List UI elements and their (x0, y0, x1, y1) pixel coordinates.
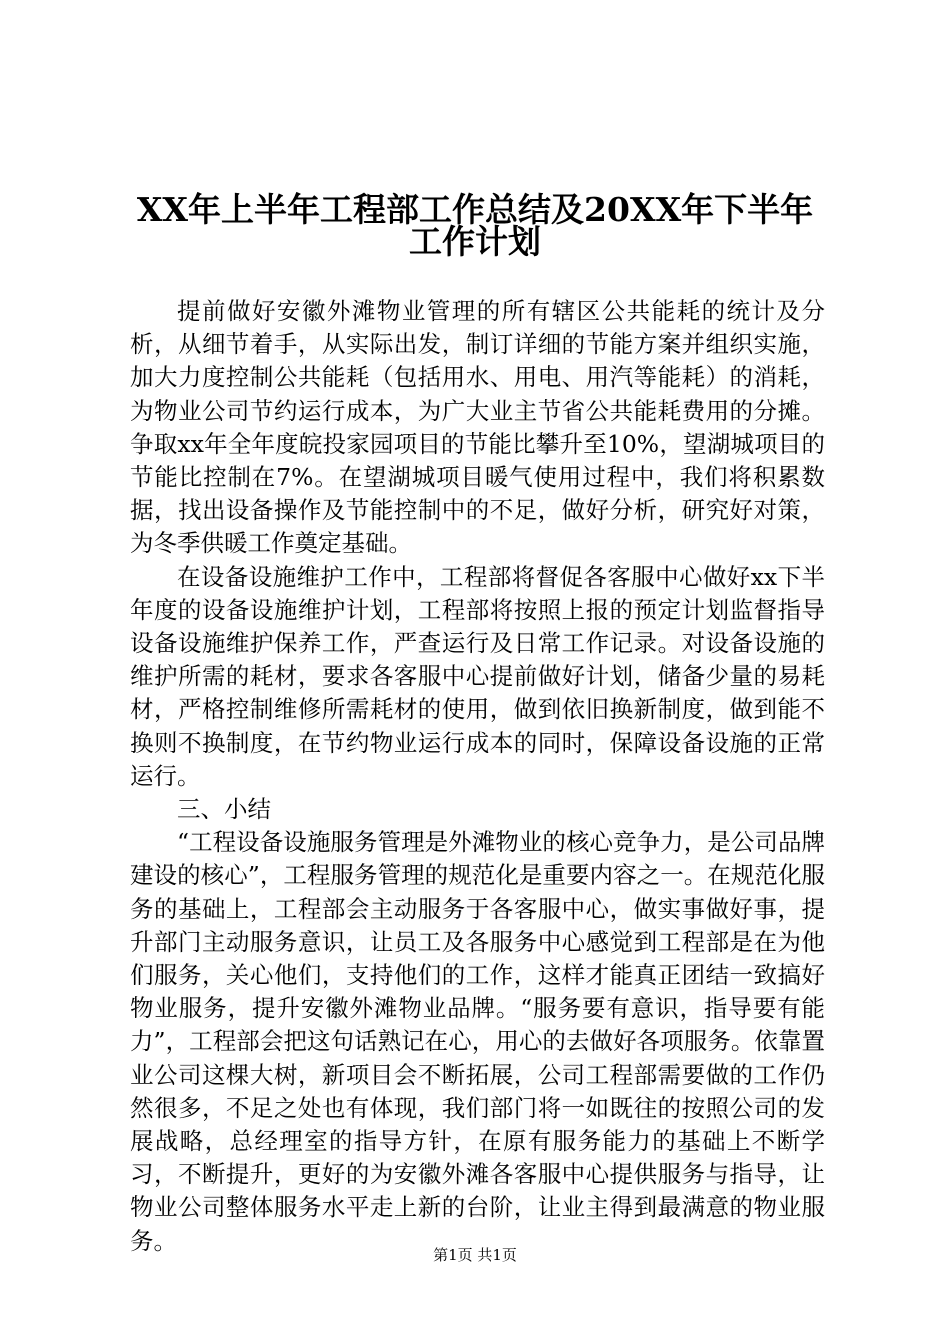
paragraph-energy-saving: 提前做好安徽外滩物业管理的所有辖区公共能耗的统计及分析，从细节着手，从实际出发，制订详细的节能方案并组织实施，加大力度控制公共能耗（包括用水、用电、用汽等能耗）的消耗，为物业公司节约运行成本，为广大业主节省公共能耗费用的分摊。争取xx年全年度皖投家园项目的节能比攀升至10%，望湖城项目的节能比控制在7%。在望湖城项目暖气使用过程中，我们将积累数据，找出设备操作及节能控制中的不足，做好分析，研究好对策，为冬季供暖工作奠定基础。 (130, 297, 825, 558)
document-title-line-1: XX年上半年工程部工作总结及20XX年下半年 (136, 190, 814, 229)
page-footer: 第1页 共1页 (433, 1246, 517, 1264)
paragraph-summary: “工程设备设施服务管理是外滩物业的核心竞争力，是公司品牌建设的核心”，工程服务管理的规范化是重要内容之一。在规范化服务的基础上，工程部会主动服务于各客服中心，做实事做好事，提升部门主动服务意识，让员工及各服务中心感觉到工程部是在为他们服务，关心他们，支持他们的工作，这样才能真正团结一致搞好物业服务，提升安徽外滩物业品牌。“服务要有意识，指导要有能力”，工程部会把这句话熟记在心，用心的去做好各项服务。依靠置业公司这棵大树，新项目会不断拓展，公司工程部需要做的工作仍然很多，不足之处也有体现，我们部门将一如既往的按照公司的发展战略，总经理室的指导方针，在原有服务能力的基础上不断学习，不断提升，更好的为安徽外滩各客服中心提供服务与指导，让物业公司整体服务水平走上新的台阶，让业主得到最满意的物业服务。 (130, 828, 825, 1255)
document-body (130, 295, 825, 1258)
paragraph-equipment-maintenance: 在设备设施维护工作中，工程部将督促各客服中心做好xx下半年度的设备设施维护计划，工程部将按照上报的预定计划监督指导设备设施维护保养工作，严查运行及日常工作记录。对设备设施的维护所需的耗材，要求各客服中心提前做好计划，储备少量的易耗材，严格控制维修所需耗材的使用，做到依旧换新制度，做到能不换则不换制度，在节约物业运行成本的同时，保障设备设施的正常运行。 (130, 562, 825, 790)
document-title-line-2: 工作计划 (409, 222, 541, 261)
section-heading-summary: 三、小结 (177, 795, 271, 824)
